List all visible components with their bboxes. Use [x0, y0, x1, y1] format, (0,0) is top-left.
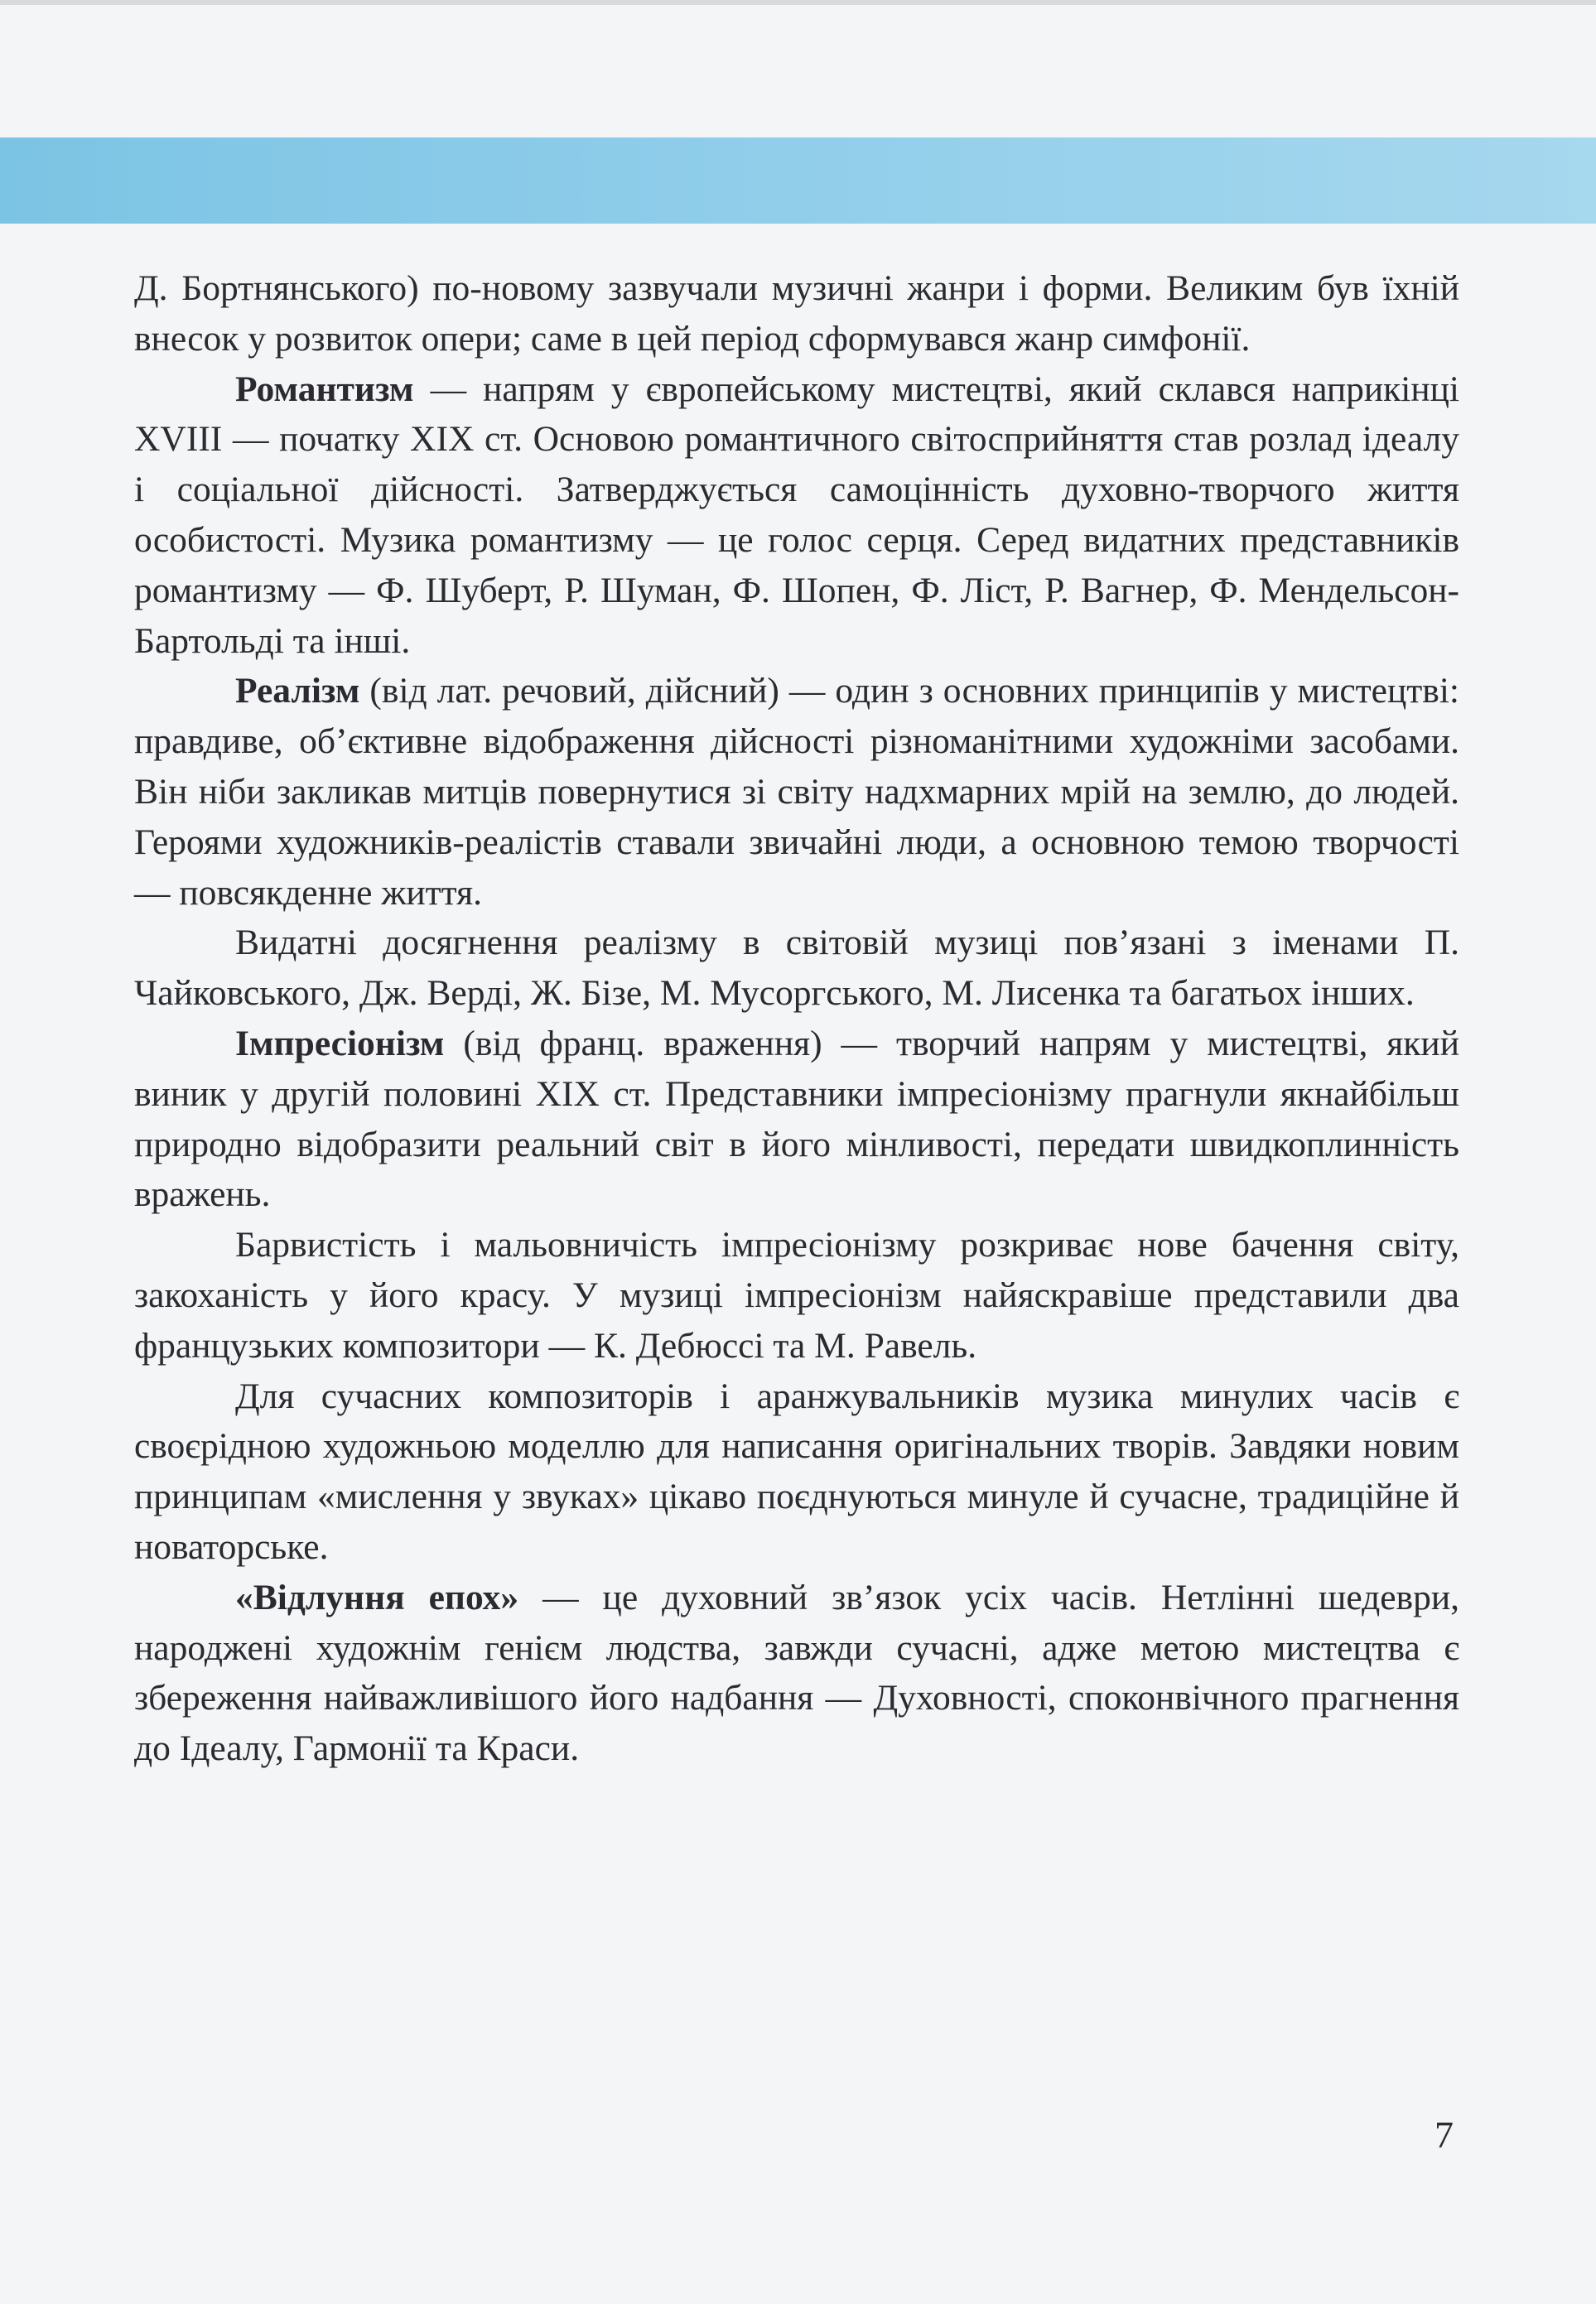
paragraph-realism [134, 666, 1459, 918]
term-impressionism: Імпресіонізм [235, 1023, 445, 1063]
term-realism: Реалізм [235, 671, 360, 711]
paragraph-text: (від лат. речовий, дійсний) — один з основних принципів у мистецтві: правдиве, об’єктивне відображення дійсності різноманітними художніми засобами. Він ніби закликав митців повернутися зі світу надхмарних мрій на землю, до людей. Героями художників-реалістів ставали звичайні люди, а основною темою творчості — повсякденне життя. [134, 671, 1459, 913]
page-number: 7 [1434, 2114, 1454, 2156]
page-top-edge [0, 0, 1596, 5]
paragraph-text: Для сучасних композиторів і аранжувальників музика минулих часів є своєрідною художньою моделлю для написання оригінальних творів. Завдяки новим принципам «мислення у звуках» цікаво поєднуються минуле й сучасне, традиційне й новаторське. [134, 1376, 1459, 1567]
term-echo-of-epochs: «Відлуння епох» [235, 1577, 519, 1617]
paragraph-text: — напрям у європейському мистецтві, який склався наприкінці XVIII — початку XIX ст. Основою романтичного світосприйняття став розлад ідеалу і соціальної дійсності. Затверджується самоцінність духовно-творчого життя особистості. Музика романтизму — це голос серця. Серед видатних представників романтизму — Ф. Шуберт, Р. Шуман, Ф. Шопен, Ф. Ліст, Р. Вагнер, Ф. Мендельсон-Бартольді та інші. [134, 369, 1459, 661]
paragraph-echo-of-epochs [134, 1573, 1459, 1774]
paragraph-text: Д. Бортнянського) по-новому зазвучали музичні жанри і форми. Великим був їхній внесок у розвиток опери; саме в цей період сформувався жанр симфонії. [134, 268, 1459, 359]
paragraph-realism-achievements [134, 918, 1459, 1019]
paragraph-text: (від франц. враження) — творчий напрям у мистецтві, який виник у другій половині XIX ст. Представники імпресіонізму прагнули якнайбільш природно відобразити реальний світ в його мінливості, передати швидкоплинність вражень. [134, 1023, 1459, 1215]
paragraph-text: Видатні досягнення реалізму в світовій музиці пов’язані з іменами П. Чайковського, Дж. Верді, Ж. Бізе, М. Мусоргського, М. Лисенка та багатьох інших. [134, 923, 1459, 1014]
paragraph-romanticism [134, 364, 1459, 667]
paragraph-modern-composers [134, 1371, 1459, 1573]
paragraph-impressionism [134, 1019, 1459, 1220]
body-text [134, 263, 1459, 1774]
header-color-band [0, 137, 1596, 224]
paragraph-text: — це духовний зв’язок усіх часів. Нетлінні шедеври, народжені художнім генієм людства, завжди сучасні, адже метою мистецтва є збереження найважливішого його надбання — Духовності, споконвічного прагнення до Ідеалу, Гармонії та Краси. [134, 1577, 1459, 1769]
paragraph-impressionism-colors [134, 1220, 1459, 1371]
paragraph-text: Барвистість і мальовничість імпресіонізму розкриває нове бачення світу, закоханість у його красу. У музиці імпресіонізм найяскравіше представили два французьких композитори — К. Дебюссі та М. Равель. [134, 1225, 1459, 1366]
paragraph-continuation [134, 263, 1459, 364]
term-romanticism: Романтизм [235, 369, 414, 409]
